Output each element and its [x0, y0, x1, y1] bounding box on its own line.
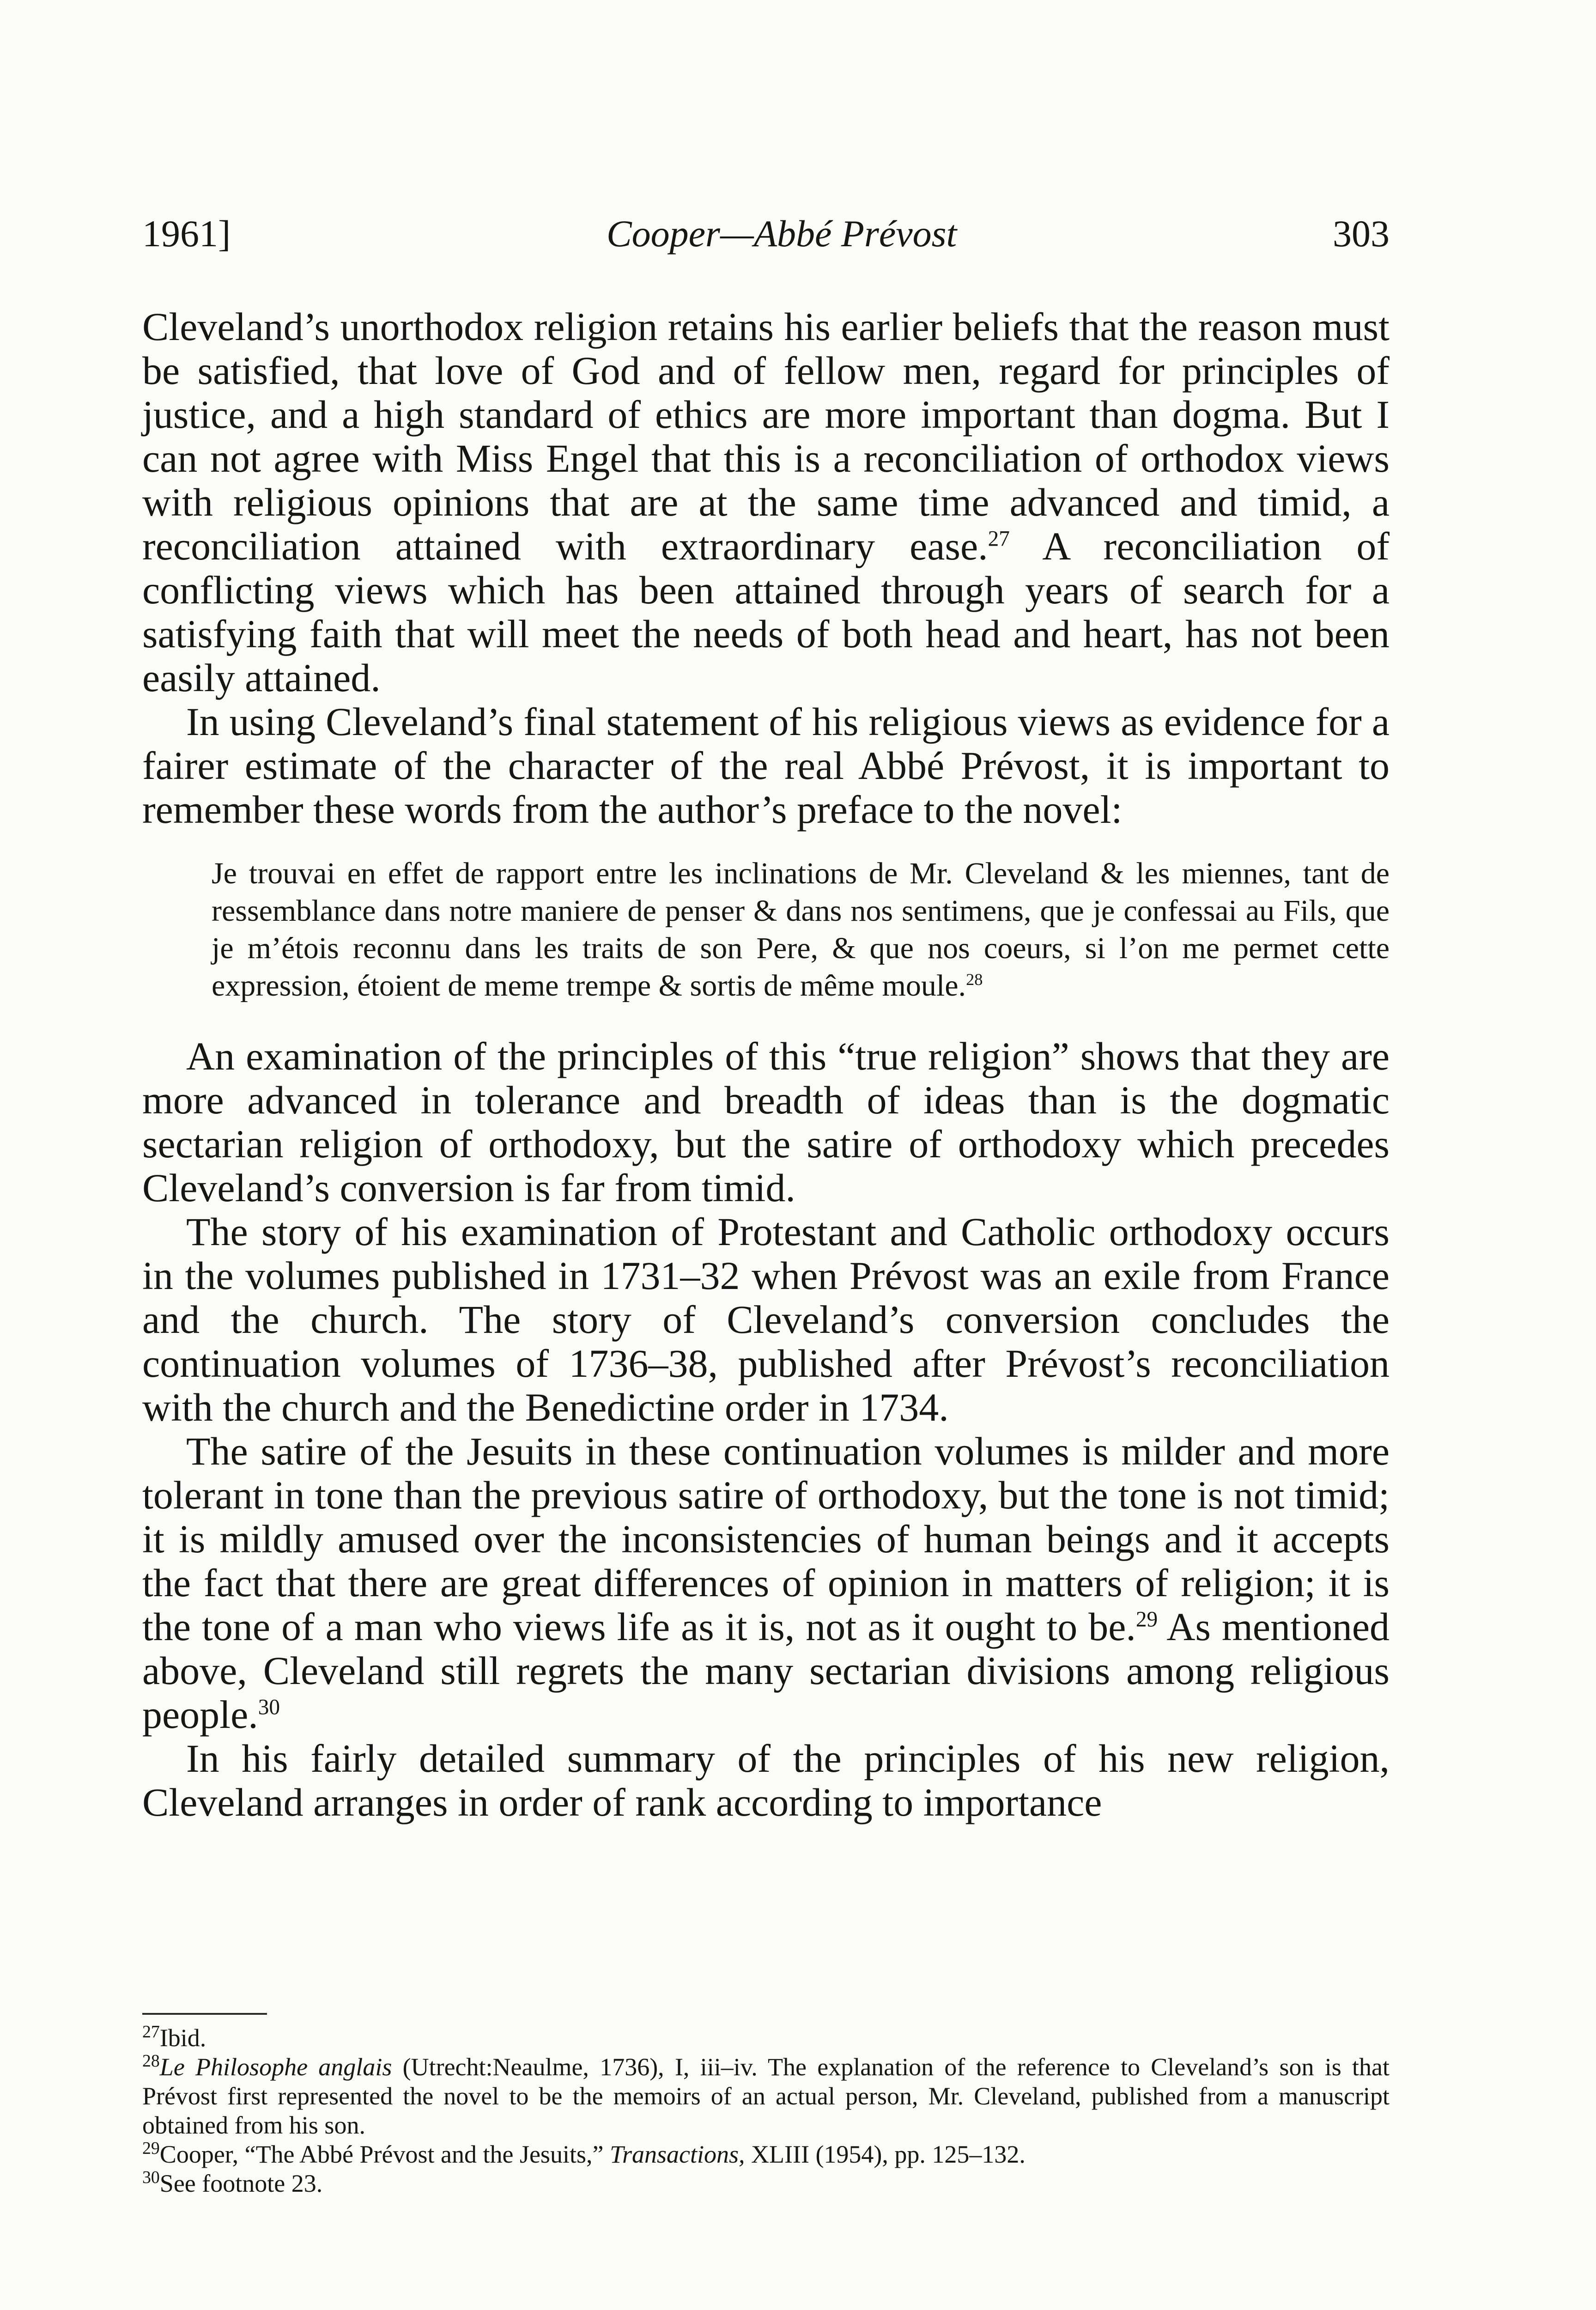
footnote-30-text: See footnote 23.	[159, 2170, 323, 2197]
footnote-28-number: 28	[142, 2051, 160, 2071]
paragraph-4: The story of his examination of Protestant and Catholic orthodoxy occurs in the volumes published in 1731–32 when Prévost was an exile from France and the church. The story of Cleveland’s conversion concludes the continuation volumes of 1736–38, published after Prévost’s reconciliation with the church and the Benedictine order in 1734.	[142, 1210, 1390, 1429]
page-number: 303	[1332, 213, 1390, 255]
footnote-27-number: 27	[142, 2022, 160, 2042]
footnote-29-number: 29	[142, 2139, 160, 2158]
footnote-27-text: Ibid.	[159, 2024, 206, 2052]
footnote-28-title: Le Philosophe anglais	[159, 2053, 392, 2081]
paragraph-1-text-a: Cleveland’s unorthodox religion retains his earlier beliefs that the reason must be satisfied, that love of God and of fellow men, regard for principles of justice, and a high standard of ethics are more important than dogma. But I can not agree with Miss Engel that this is a reconciliation of orthodox views with religious opinions that are at the same time advanced and timid, a reconciliation attained with extraordinary ease.	[142, 304, 1390, 568]
footnote-30	[142, 2169, 1390, 2198]
note-ref-27[interactable]: 27	[988, 527, 1010, 551]
footnote-29	[142, 2140, 1390, 2169]
paragraph-6: In his fairly detailed summary of the principles of his new religion, Cleveland arranges in order of rank according to importance	[142, 1736, 1390, 1824]
paragraph-2: In using Cleveland’s final statement of his religious views as evidence for a fairer estimate of the character of the real Abbé Prévost, it is important to remember these words from the author’s preface to the novel:	[142, 699, 1390, 832]
paragraph-5-text-b: As mentioned above, Cleveland still regrets the many sectarian divisions among religious people.	[142, 1605, 1390, 1737]
footnote-28	[142, 2053, 1390, 2140]
paragraph-1-text-b: A reconciliation of conflicting views which has been attained through years of search for a satisfying faith that will meet the needs of both head and heart, has not been easily attained.	[142, 524, 1390, 700]
note-ref-28[interactable]: 28	[966, 970, 983, 989]
footnote-29-text-b: XLIII (1954), pp. 125–132.	[745, 2140, 1026, 2168]
header-year: 1961]	[142, 213, 231, 255]
block-quote	[212, 855, 1390, 1004]
paragraph-5-text-a: The satire of the Jesuits in these continuation volumes is milder and more tolerant in tone than the previous satire of orthodoxy, but the tone is not timid; it is mildly amused over the inconsistencies of human beings and it accepts the fact that there are great differences of opinion in matters of religion; it is the tone of a man who views life as it is, not as it ought to be.	[142, 1429, 1390, 1649]
paragraph-1	[142, 305, 1390, 700]
footnote-29-text-a: Cooper, “The Abbé Prévost and the Jesuits,”	[159, 2140, 610, 2168]
footnote-28-text: (Utrecht:Neaulme, 1736), I, iii–iv. The explanation of the reference to Cleveland’s son is that Prévost first represented the novel to be the memoirs of an actual person, Mr. Cleveland, published from a manuscript obtained from his son.	[142, 2053, 1390, 2139]
paragraph-5	[142, 1429, 1390, 1737]
running-header	[142, 215, 1390, 253]
note-ref-30[interactable]: 30	[258, 1695, 280, 1720]
header-title: Cooper—Abbé Prévost	[606, 213, 957, 255]
body-text	[142, 305, 1390, 1824]
footnote-rule	[142, 2013, 267, 2015]
block-quote-text: Je trouvai en effet de rapport entre les inclinations de Mr. Cleveland & les miennes, tant de ressemblance dans notre maniere de penser & dans nos sentimens, que je confessai au Fils, que je m’étois reconnu dans les traits de son Pere, & que nos coeurs, si l’on me permet cette expression, étoient de meme trempe & sortis de même moule.	[212, 857, 1390, 1003]
footnotes	[142, 2024, 1390, 2198]
footnote-30-number: 30	[142, 2168, 160, 2187]
footnote-27	[142, 2024, 1390, 2053]
paragraph-3: An examination of the principles of this “true religion” shows that they are more advanced in tolerance and breadth of ideas than is the dogmatic sectarian religion of orthodoxy, but the satire of orthodoxy which precedes Cleveland’s conversion is far from timid.	[142, 1034, 1390, 1210]
note-ref-29[interactable]: 29	[1135, 1607, 1158, 1632]
footnote-29-journal: Transactions,	[609, 2140, 745, 2168]
